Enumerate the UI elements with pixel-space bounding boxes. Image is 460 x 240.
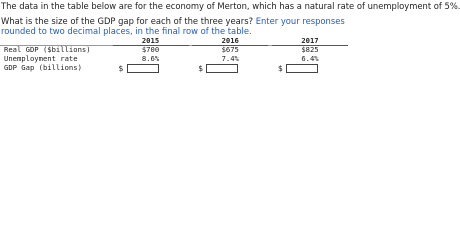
unemployment-2017: 6.4%	[301, 53, 319, 63]
unemployment-2016: 7.4%	[221, 53, 239, 63]
question-instruction: Enter your responses rounded to two decimal places, in the final row of the table.	[1, 16, 345, 36]
gdp-gap-cell-2015	[113, 63, 189, 73]
real-gdp-2015: $700	[113, 46, 189, 55]
question-text	[1, 16, 348, 36]
intro-text: The data in the table below are for the economy of Merton, which has a natural rate of unemployment of 5%.	[1, 1, 460, 11]
year-header-2016: 2016	[192, 37, 268, 46]
dollar-sign: $	[118, 63, 124, 73]
year-header-2017: 2017	[272, 37, 348, 46]
question-prompt: What is the size of the GDP gap for each of the three years?	[1, 16, 256, 26]
gdp-gap-input-2017[interactable]	[286, 64, 318, 73]
gdp-gap-cell-2016	[192, 63, 268, 73]
row-label-real-gdp: Real GDP ($billions)	[0, 46, 113, 55]
data-table	[0, 37, 348, 73]
real-gdp-2017: $825	[272, 46, 348, 55]
gdp-gap-exercise	[0, 0, 460, 78]
row-label-unemployment: Unemployment rate	[4, 53, 78, 63]
gdp-gap-input-2015[interactable]	[127, 64, 159, 73]
year-header-2015: 2015	[113, 37, 189, 46]
dollar-sign: $	[198, 63, 204, 73]
dollar-sign: $	[277, 63, 283, 73]
real-gdp-2016: $675	[192, 46, 268, 55]
row-label-gdp-gap: GDP Gap (billions)	[4, 63, 82, 73]
unemployment-2015: 8.6%	[141, 53, 160, 63]
gdp-gap-cell-2017	[272, 63, 348, 73]
gdp-gap-input-2016[interactable]	[206, 64, 238, 73]
table-row-unemployment	[0, 55, 348, 63]
table-row-gdp-gap	[0, 63, 348, 73]
